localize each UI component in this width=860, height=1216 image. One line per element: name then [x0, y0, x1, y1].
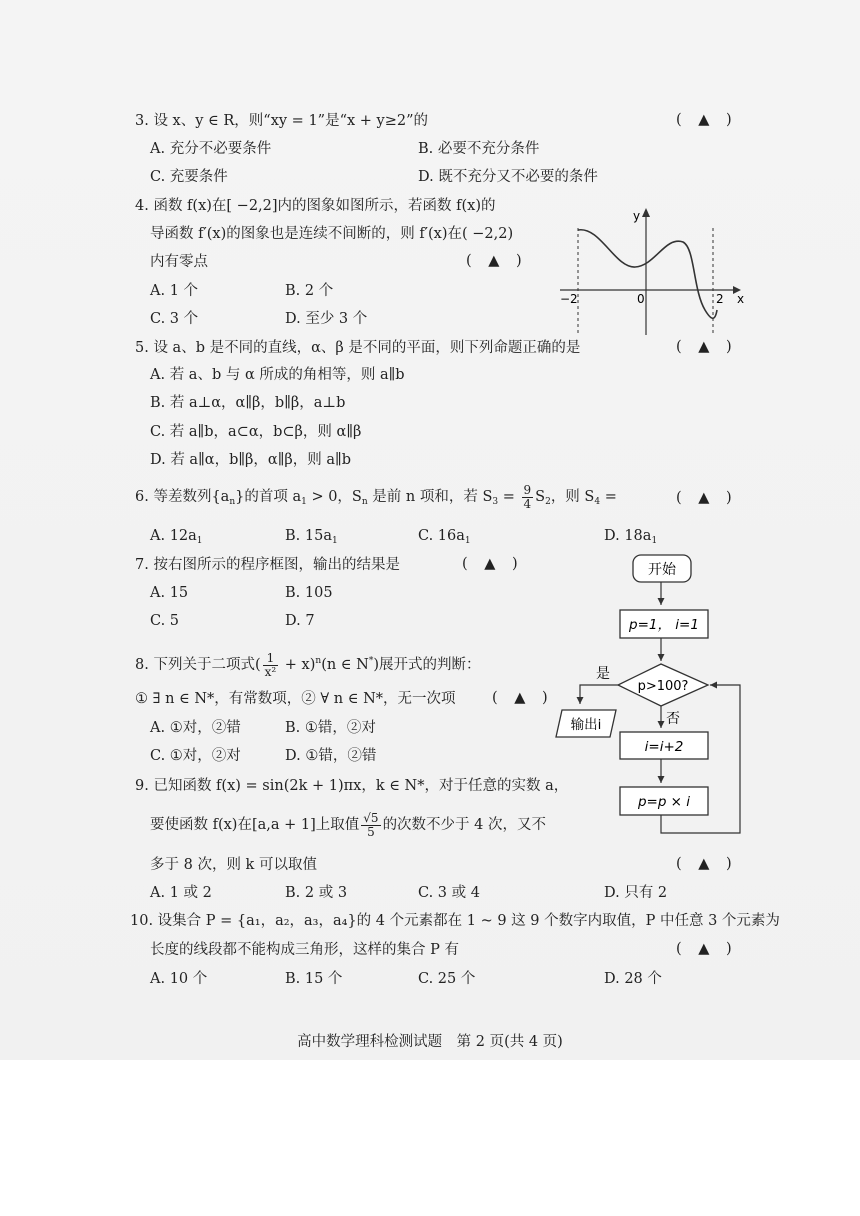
q10-option-d: D. 28 个 — [604, 971, 662, 987]
flow-yes-label: 是 — [596, 666, 610, 682]
q9-fraction — [361, 812, 380, 839]
q8-option-d: D. ①错，②错 — [285, 748, 377, 764]
q7-option-c: C. 5 — [150, 613, 180, 629]
q9-line2-b: 的次数不少于 4 次，又不 — [382, 817, 547, 833]
q8-stem-c: (n ∈ N — [321, 657, 369, 673]
q9-line2-a: 要使函数 f(x)在[a,a + 1]上取值 — [150, 817, 360, 833]
q8-frac-den: x² — [264, 664, 277, 679]
q4-option-b: B. 2 个 — [285, 283, 334, 299]
q8-stem-a: 8. 下列关于二项式( — [135, 657, 261, 673]
q6-sub-2: 2 — [545, 497, 551, 507]
q6-option-d: D. $18a_1$ — [604, 528, 658, 546]
q10-line1: 10. 设集合 P = {a₁，a₂，a₃，a₄}的 4 个元素都在 1 ~ 9 这 9 个数字内取值，P 中任意 3 个元素为 — [130, 913, 780, 929]
q4-option-d: D. 至少 3 个 — [285, 311, 368, 327]
q9-frac-den: 5 — [367, 824, 375, 839]
q10-answer-slot: ( ▲ ) — [676, 941, 738, 957]
q6-sub-n1: n — [229, 497, 236, 507]
flow-step1-label: i=i+2 — [644, 739, 684, 755]
q9-frac-num: √5 — [363, 810, 379, 825]
q8-option-c: C. ①对，②对 — [150, 748, 241, 764]
q6-frac-num: 9 — [523, 482, 532, 497]
q6-stem-d: 是前 n 项和，若 S — [367, 489, 493, 505]
q8-line2: ① ∃ n ∈ N*，有常数项，② ∀ n ∈ N*，无一次项 — [135, 691, 456, 707]
q7-stem: 7. 按右图所示的程序框图，输出的结果是 — [135, 557, 400, 573]
graph-pos2-label: 2 — [716, 292, 724, 306]
q6-answer-slot: ( ▲ ) — [676, 490, 738, 506]
function-curve — [578, 230, 717, 319]
q6-stem-g: ，则 S — [550, 489, 595, 505]
q6-stem-c: > 0，S — [306, 489, 362, 505]
arrow-cond-to-output — [580, 685, 619, 704]
q8-option-b: B. ①错，②对 — [285, 720, 376, 736]
q5-option-a: A. 若 a、b 与 α 所成的角相等，则 a∥b — [150, 367, 405, 383]
q3-stem: 3. 设 x、y ∈ R，则“xy = 1”是“x + y≥2”的 — [135, 113, 429, 129]
q7-answer-slot: ( ▲ ) — [462, 556, 524, 572]
q8-sup-star: * — [368, 656, 374, 666]
q3-option-c: C. 充要条件 — [150, 169, 228, 185]
q6-stem-a: 6. 等差数列{a — [135, 489, 230, 505]
flow-init-label: p=1， i=1 — [629, 617, 699, 633]
q8-stem — [135, 645, 481, 681]
q5-option-c: C. 若 a∥b，a⊂α，b⊂β，则 α∥β — [150, 424, 362, 440]
graph-neg2-label: −2 — [560, 292, 578, 306]
flow-start-label: 开始 — [648, 562, 676, 578]
q6-sub-1: 1 — [301, 497, 307, 507]
q8-option-a: A. ①对，②错 — [150, 720, 241, 736]
q4-answer-slot: ( ▲ ) — [466, 253, 528, 269]
q6-sub-4: 4 — [594, 497, 601, 507]
q4-stem-line1: 4. 函数 f(x)在[ −2,2]内的图象如图所示，若函数 f(x)的 — [135, 198, 496, 214]
q8-fraction — [263, 652, 279, 679]
q3-answer-slot: ( ▲ ) — [676, 112, 738, 128]
q9-answer-slot: ( ▲ ) — [676, 856, 738, 872]
flow-step2-label: p=p × i — [637, 794, 691, 810]
q10-option-c: C. 25 个 — [418, 971, 476, 987]
q9-option-b: B. 2 或 3 — [285, 885, 348, 901]
q9-option-c: C. 3 或 4 — [418, 885, 480, 901]
q6-option-a: A. $12a_1$ — [150, 528, 203, 546]
q9-option-a: A. 1 或 2 — [150, 885, 212, 901]
q3-option-a: A. 充分不必要条件 — [150, 141, 272, 157]
q3-option-d: D. 既不充分又不必要的条件 — [418, 169, 598, 185]
graph-zero-label: 0 — [637, 292, 645, 306]
q7-option-b: B. 105 — [285, 585, 333, 601]
q6-option-b: B. $15a_1$ — [285, 528, 338, 546]
q5-stem: 5. 设 a、b 是不同的直线，α、β 是不同的平面，则下列命题正确的是 — [135, 340, 581, 356]
q7-option-d: D. 7 — [285, 613, 315, 629]
q8-stem-d: )展开式的判断： — [373, 657, 481, 673]
q6-stem-h: = — [600, 489, 617, 505]
q7-option-a: A. 15 — [150, 585, 189, 601]
q9-line2 — [150, 808, 546, 842]
graph-x-label: x — [737, 292, 745, 306]
q6-stem-e: = — [498, 489, 520, 505]
q8-sup-n: n — [315, 656, 322, 666]
q6-stem-b: }的首项 a — [235, 489, 302, 505]
q8-answer-slot: ( ▲ ) — [492, 690, 554, 706]
q9-option-d: D. 只有 2 — [604, 885, 668, 901]
q5-option-d: D. 若 a∥α，b∥β，α∥β，则 a∥b — [150, 452, 352, 468]
q4-function-graph — [555, 200, 755, 340]
q4-option-c: C. 3 个 — [150, 311, 199, 327]
q10-line2: 长度的线段都不能构成三角形，这样的集合 P 有 — [150, 942, 459, 958]
q8-stem-b: + x) — [280, 657, 316, 673]
q3-option-b: B. 必要不充分条件 — [418, 141, 540, 157]
q8-frac-num: 1 — [263, 652, 279, 666]
q4-stem-line2: 导函数 f′(x)的图象也是连续不间断的，则 f′(x)在( −2,2) — [150, 226, 514, 242]
q5-option-b: B. 若 a⊥α，α∥β，b∥β，a⊥b — [150, 395, 346, 411]
q4-stem-line3: 内有零点 — [150, 254, 208, 270]
page-footer: 高中数学理科检测试题 第 2 页(共 4 页) — [297, 1034, 563, 1050]
q6-stem-f: S — [535, 489, 546, 505]
y-axis-arrow — [642, 208, 650, 217]
flow-output-label: 输出i — [570, 717, 602, 733]
q6-stem — [135, 482, 617, 517]
q7-flowchart — [540, 540, 760, 850]
q10-option-b: B. 15 个 — [285, 971, 343, 987]
flow-no-label: 否 — [666, 711, 680, 727]
graph-y-label: y — [633, 209, 641, 223]
q4-option-a: A. 1 个 — [150, 283, 199, 299]
q6-frac-den: 4 — [523, 496, 532, 511]
q6-option-c: C. $16a_1$ — [418, 528, 471, 546]
flow-condition-label: p>100? — [637, 679, 689, 694]
q6-fraction — [522, 484, 534, 511]
q10-option-a: A. 10 个 — [150, 971, 208, 987]
q5-answer-slot: ( ▲ ) — [676, 339, 738, 355]
q6-sub-3: 3 — [492, 497, 499, 507]
q6-sub-n2: n — [361, 497, 368, 507]
q9-line1: 9. 已知函数 f(x) = sin(2k + 1)πx，k ∈ N*，对于任意的实数 a， — [135, 778, 569, 794]
q9-line3: 多于 8 次，则 k 可以取值 — [150, 857, 317, 873]
